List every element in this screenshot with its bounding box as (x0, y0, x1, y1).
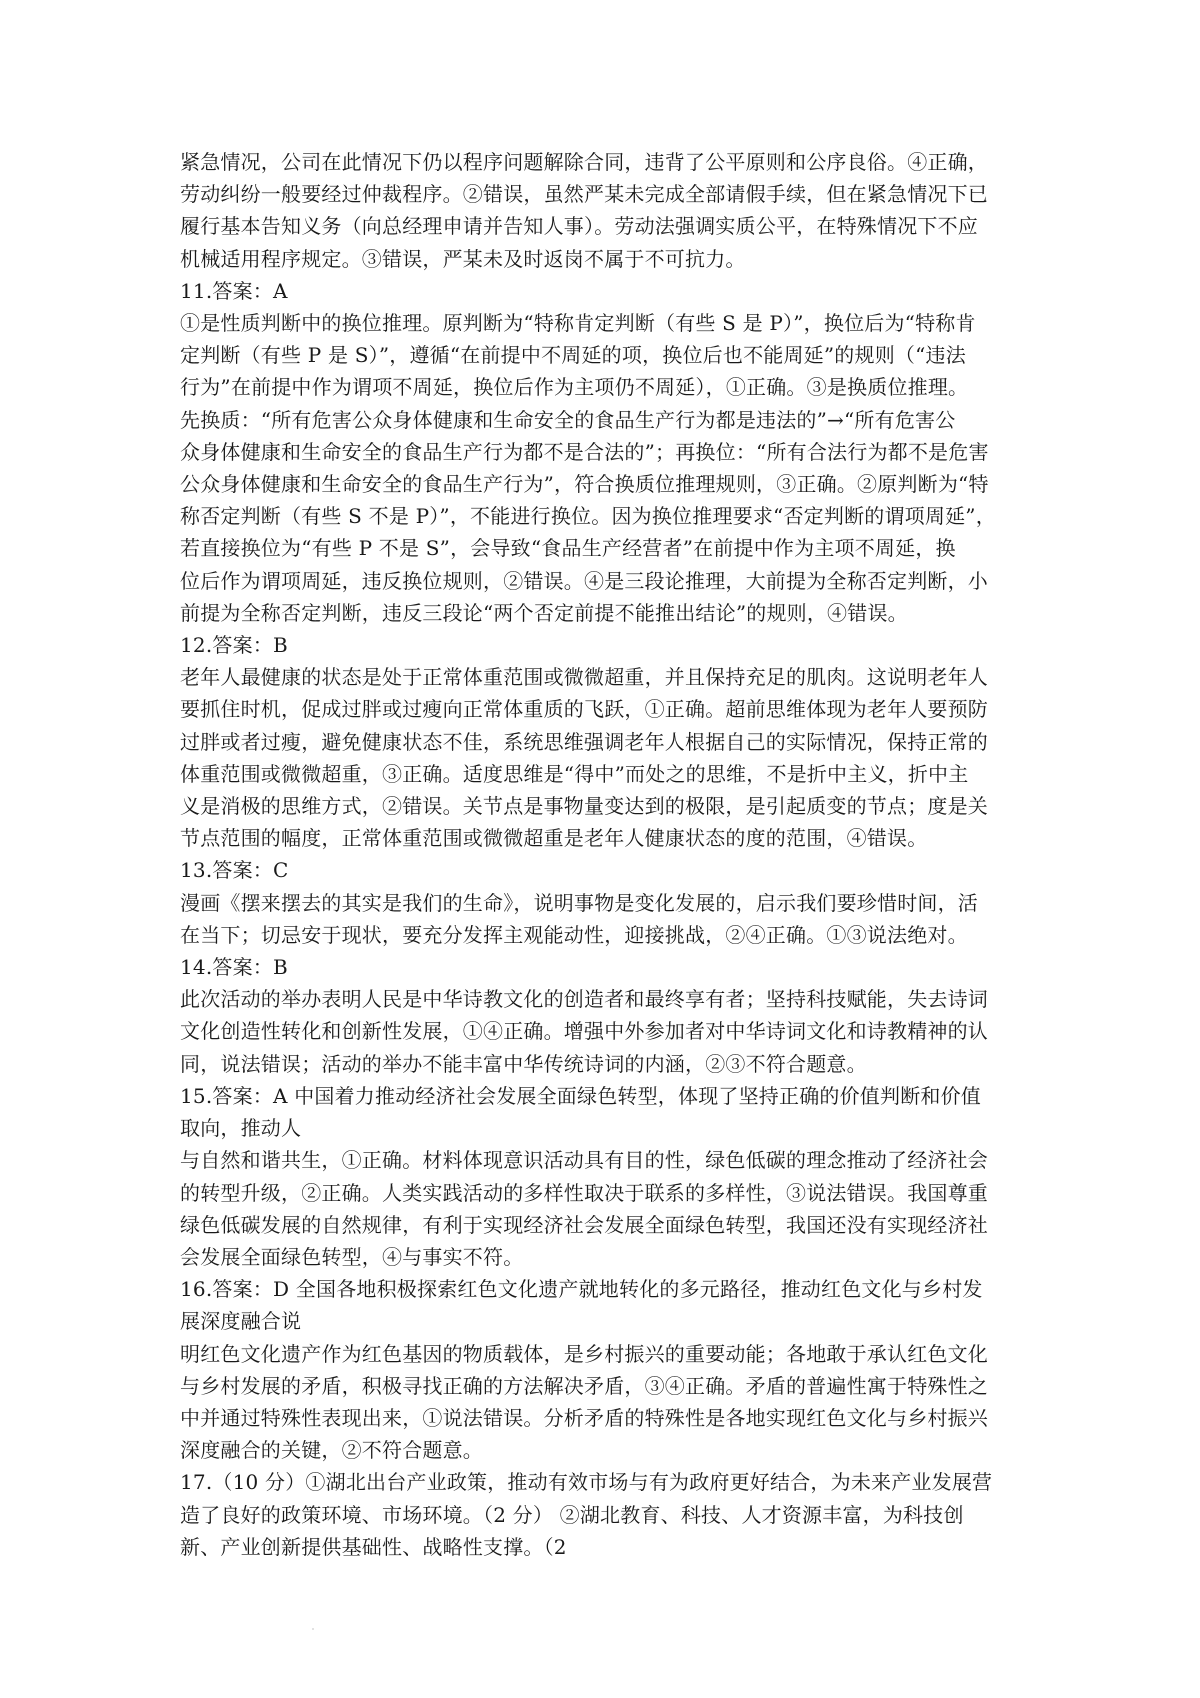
text-line: 与乡村发展的矛盾，积极寻找正确的方法解决矛盾，③④正确。矛盾的普遍性寓于特殊性之 (180, 1373, 988, 1398)
answer-heading-15: 15.答案：A 中国着力推动经济社会发展全面绿色转型，体现了坚持正确的价值判断和价值 (180, 1083, 982, 1108)
answer-heading-11: 11.答案：A (180, 278, 288, 303)
text-line: 文化创造性转化和创新性发展，①④正确。增强中外参加者对中华诗词文化和诗教精神的认 (180, 1019, 988, 1044)
text-line: 先换质：“所有危害公众身体健康和生命安全的食品生产行为都是违法的”→“所有危害公 (180, 407, 956, 432)
text-line: 中并通过特殊性表现出来，①说法错误。分析矛盾的特殊性是各地实现红色文化与乡村振兴 (180, 1405, 988, 1430)
text-line: 明红色文化遗产作为红色基因的物质载体，是乡村振兴的重要动能；各地敢于承认红色文化 (180, 1341, 988, 1366)
answer-heading-17: 17.（10 分）①湖北出台产业政策，推动有效市场与有为政府更好结合，为未来产业发展营 (180, 1470, 993, 1495)
text-line: 深度融合的关键，②不符合题意。 (180, 1438, 483, 1463)
text-line: 劳动纠纷一般要经过仲裁程序。②错误，虽然严某未完成全部请假手续，但在紧急情况下已 (180, 182, 988, 207)
text-line: 过胖或者过瘦，避免健康状态不佳，系统思维强调老年人根据自己的实际情况，保持正常的 (180, 729, 988, 754)
text-line: 履行基本告知义务（向总经理申请并告知人事）。劳动法强调实质公平，在特殊情况下不应 (180, 214, 978, 239)
text-line: 行为”在前提中作为谓项不周延，换位后作为主项仍不周延），①正确。③是换质位推理。 (180, 375, 969, 400)
text-line: 称否定判断（有些 S 不是 P）”，不能进行换位。因为换位推理要求“否定判断的谓项周延”， (180, 504, 996, 529)
text-line: 体重范围或微微超重，③正确。适度思维是“得中”而处之的思维，不是折中主义，折中主 (180, 761, 969, 786)
answer-heading-16: 16.答案：D 全国各地积极探索红色文化遗产就地转化的多元路径，推动红色文化与乡村发 (180, 1277, 983, 1302)
text-line: 此次活动的举办表明人民是中华诗教文化的创造者和最终享有者；坚持科技赋能，失去诗词 (180, 987, 988, 1012)
text-line: 众身体健康和生命安全的食品生产行为都不是合法的”；再换位：“所有合法行为都不是危害 (180, 439, 989, 464)
text-line: 要抓住时机，促成过胖或过瘦向正常体重质的飞跃，①正确。超前思维体现为老年人要预防 (180, 697, 988, 722)
text-line: 与自然和谐共生，①正确。材料体现意识活动具有目的性，绿色低碳的理念推动了经济社会 (180, 1148, 988, 1173)
text-line: 造了良好的政策环境、市场环境。（2 分） ②湖北教育、科技、人才资源丰富，为科技创 (180, 1502, 964, 1527)
text-line: 漫画《摆来摆去的其实是我们的生命》，说明事物是变化发展的，启示我们要珍惜时间，活 (180, 890, 978, 915)
text-line: 取向，推动人 (180, 1116, 302, 1141)
text-line: 节点范围的幅度，正常体重范围或微微超重是老年人健康状态的度的范围，④错误。 (180, 826, 928, 851)
text-line: 机械适用程序规定。③错误，严某未及时返岗不属于不可抗力。 (180, 246, 746, 271)
text-line: 同，说法错误；活动的举办不能丰富中华传统诗词的内涵，②③不符合题意。 (180, 1051, 867, 1076)
text-line: 的转型升级，②正确。人类实践活动的多样性取决于联系的多样性，③说法错误。我国尊重 (180, 1180, 988, 1205)
text-line: 绿色低碳发展的自然规律，有利于实现经济社会发展全面绿色转型，我国还没有实现经济社 (180, 1212, 988, 1237)
answer-heading-13: 13.答案：C (180, 858, 289, 883)
scan-speck (312, 1628, 314, 1630)
text-line: ①是性质判断中的换位推理。原判断为“特称肯定判断（有些 S 是 P）”，换位后为“特称肯 (180, 311, 976, 336)
text-line: 义是消极的思维方式，②错误。关节点是事物量变达到的极限，是引起质变的节点；度是关 (180, 794, 988, 819)
answer-text-body (180, 146, 1036, 1563)
text-line: 紧急情况，公司在此情况下仍以程序问题解除合同，违背了公平原则和公序良俗。④正确， (180, 150, 988, 174)
answer-heading-12: 12.答案：B (180, 633, 288, 658)
answer-heading-14: 14.答案：B (180, 955, 288, 980)
text-line: 老年人最健康的状态是处于正常体重范围或微微超重，并且保持充足的肌肉。这说明老年人 (180, 665, 988, 690)
text-line: 前提为全称否定判断，违反三段论“两个否定前提不能推出结论”的规则，④错误。 (180, 600, 908, 625)
text-line: 若直接换位为“有些 P 不是 S”，会导致“食品生产经营者”在前提中作为主项不周延，换 (180, 536, 956, 561)
text-line: 新、产业创新提供基础性、战略性支撑。（2 (180, 1534, 567, 1559)
text-line: 在当下；切忌安于现状，要充分发挥主观能动性，迎接挑战，②④正确。①③说法绝对。 (180, 922, 968, 947)
text-line: 会发展全面绿色转型，④与事实不符。 (180, 1244, 524, 1269)
text-line: 位后作为谓项周延，违反换位规则，②错误。④是三段论推理，大前提为全称否定判断，小 (180, 568, 988, 593)
text-line: 展深度融合说 (180, 1309, 302, 1334)
text-line: 公众身体健康和生命安全的食品生产行为”，符合换质位推理规则，③正确。②原判断为“特 (180, 472, 989, 497)
text-line: 定判断（有些 P 是 S）”，遵循“在前提中不周延的项，换位后也不能周延”的规则（“违法 (180, 343, 966, 368)
